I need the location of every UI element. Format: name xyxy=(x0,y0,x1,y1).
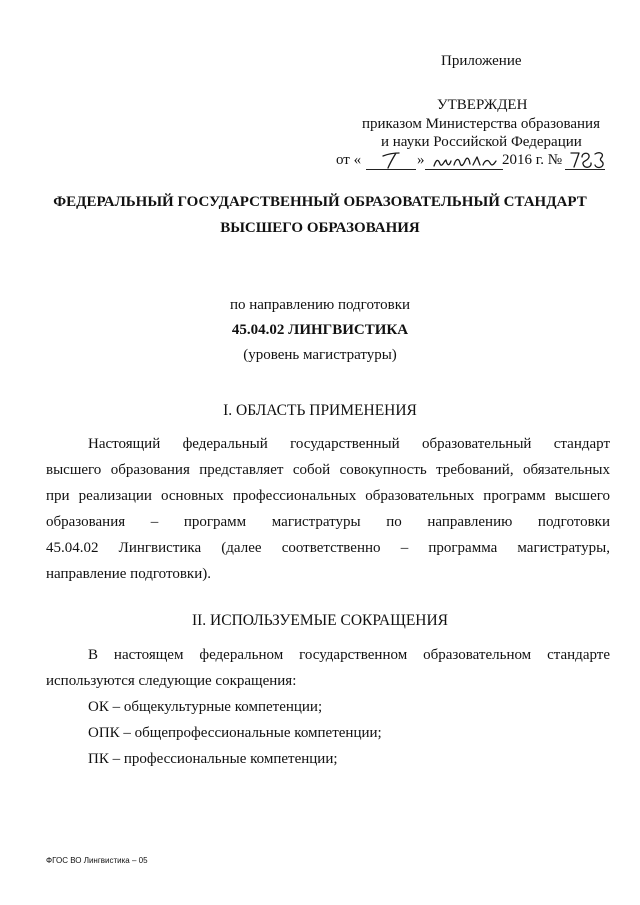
handwritten-day-mark xyxy=(378,150,404,170)
abbreviation-item: ОПК – общепрофессиональные компетенции; xyxy=(88,725,382,741)
handwritten-month-mark xyxy=(432,152,498,170)
abbreviation-item: ПК – профессиональные компетенции; xyxy=(88,751,338,767)
approved-label: УТВЕРЖДЕН xyxy=(437,97,528,113)
abbreviation-item: ОК – общекультурные компетенции; xyxy=(88,699,323,715)
direction-intro: по направлению подготовки xyxy=(229,297,411,313)
direction-code-name: 45.04.02 ЛИНГВИСТИКА xyxy=(231,322,409,338)
paragraph-line: при реализации основных профессиональных образовательных программ высшего xyxy=(46,488,610,504)
direction-level: (уровень магистратуры) xyxy=(243,347,397,363)
date-mid: » xyxy=(417,152,425,168)
document-title-line-1: ФЕДЕРАЛЬНЫЙ ГОСУДАРСТВЕННЫЙ ОБРАЗОВАТЕЛЬНЫЙ СТАНДАРТ xyxy=(53,194,587,210)
document-title-line-2: ВЫСШЕГО ОБРАЗОВАНИЯ xyxy=(220,220,420,236)
page-footer: ФГОС ВО Лингвистика – 05 xyxy=(46,856,148,865)
paragraph-line: образования – программ магистратуры по направлению подготовки xyxy=(46,514,610,530)
paragraph-line: высшего образования представляет собой совокупность требований, обязательных xyxy=(46,462,610,478)
paragraph-line: Настоящий федеральный государственный образовательный стандарт xyxy=(88,436,610,452)
date-prefix: от « xyxy=(336,152,362,168)
section-2-heading: II. ИСПОЛЬЗУЕМЫЕ СОКРАЩЕНИЯ xyxy=(191,612,449,629)
handwritten-number-mark xyxy=(568,148,608,170)
paragraph-line: В настоящем федеральном государственном образовательном стандарте xyxy=(88,647,610,663)
order-line-2: и науки Российской Федерации xyxy=(381,134,582,150)
paragraph-line: направление подготовки). xyxy=(46,566,211,582)
date-year: 2016 г. № xyxy=(502,152,563,168)
paragraph-line: 45.04.02 Лингвистика (далее соответственно – программа магистратуры, xyxy=(46,540,610,556)
appendix-label: Приложение xyxy=(441,53,522,69)
paragraph-line: используются следующие сокращения: xyxy=(46,673,297,689)
section-1-heading: I. ОБЛАСТЬ ПРИМЕНЕНИЯ xyxy=(223,402,417,419)
order-line-1: приказом Министерства образования xyxy=(362,116,600,132)
